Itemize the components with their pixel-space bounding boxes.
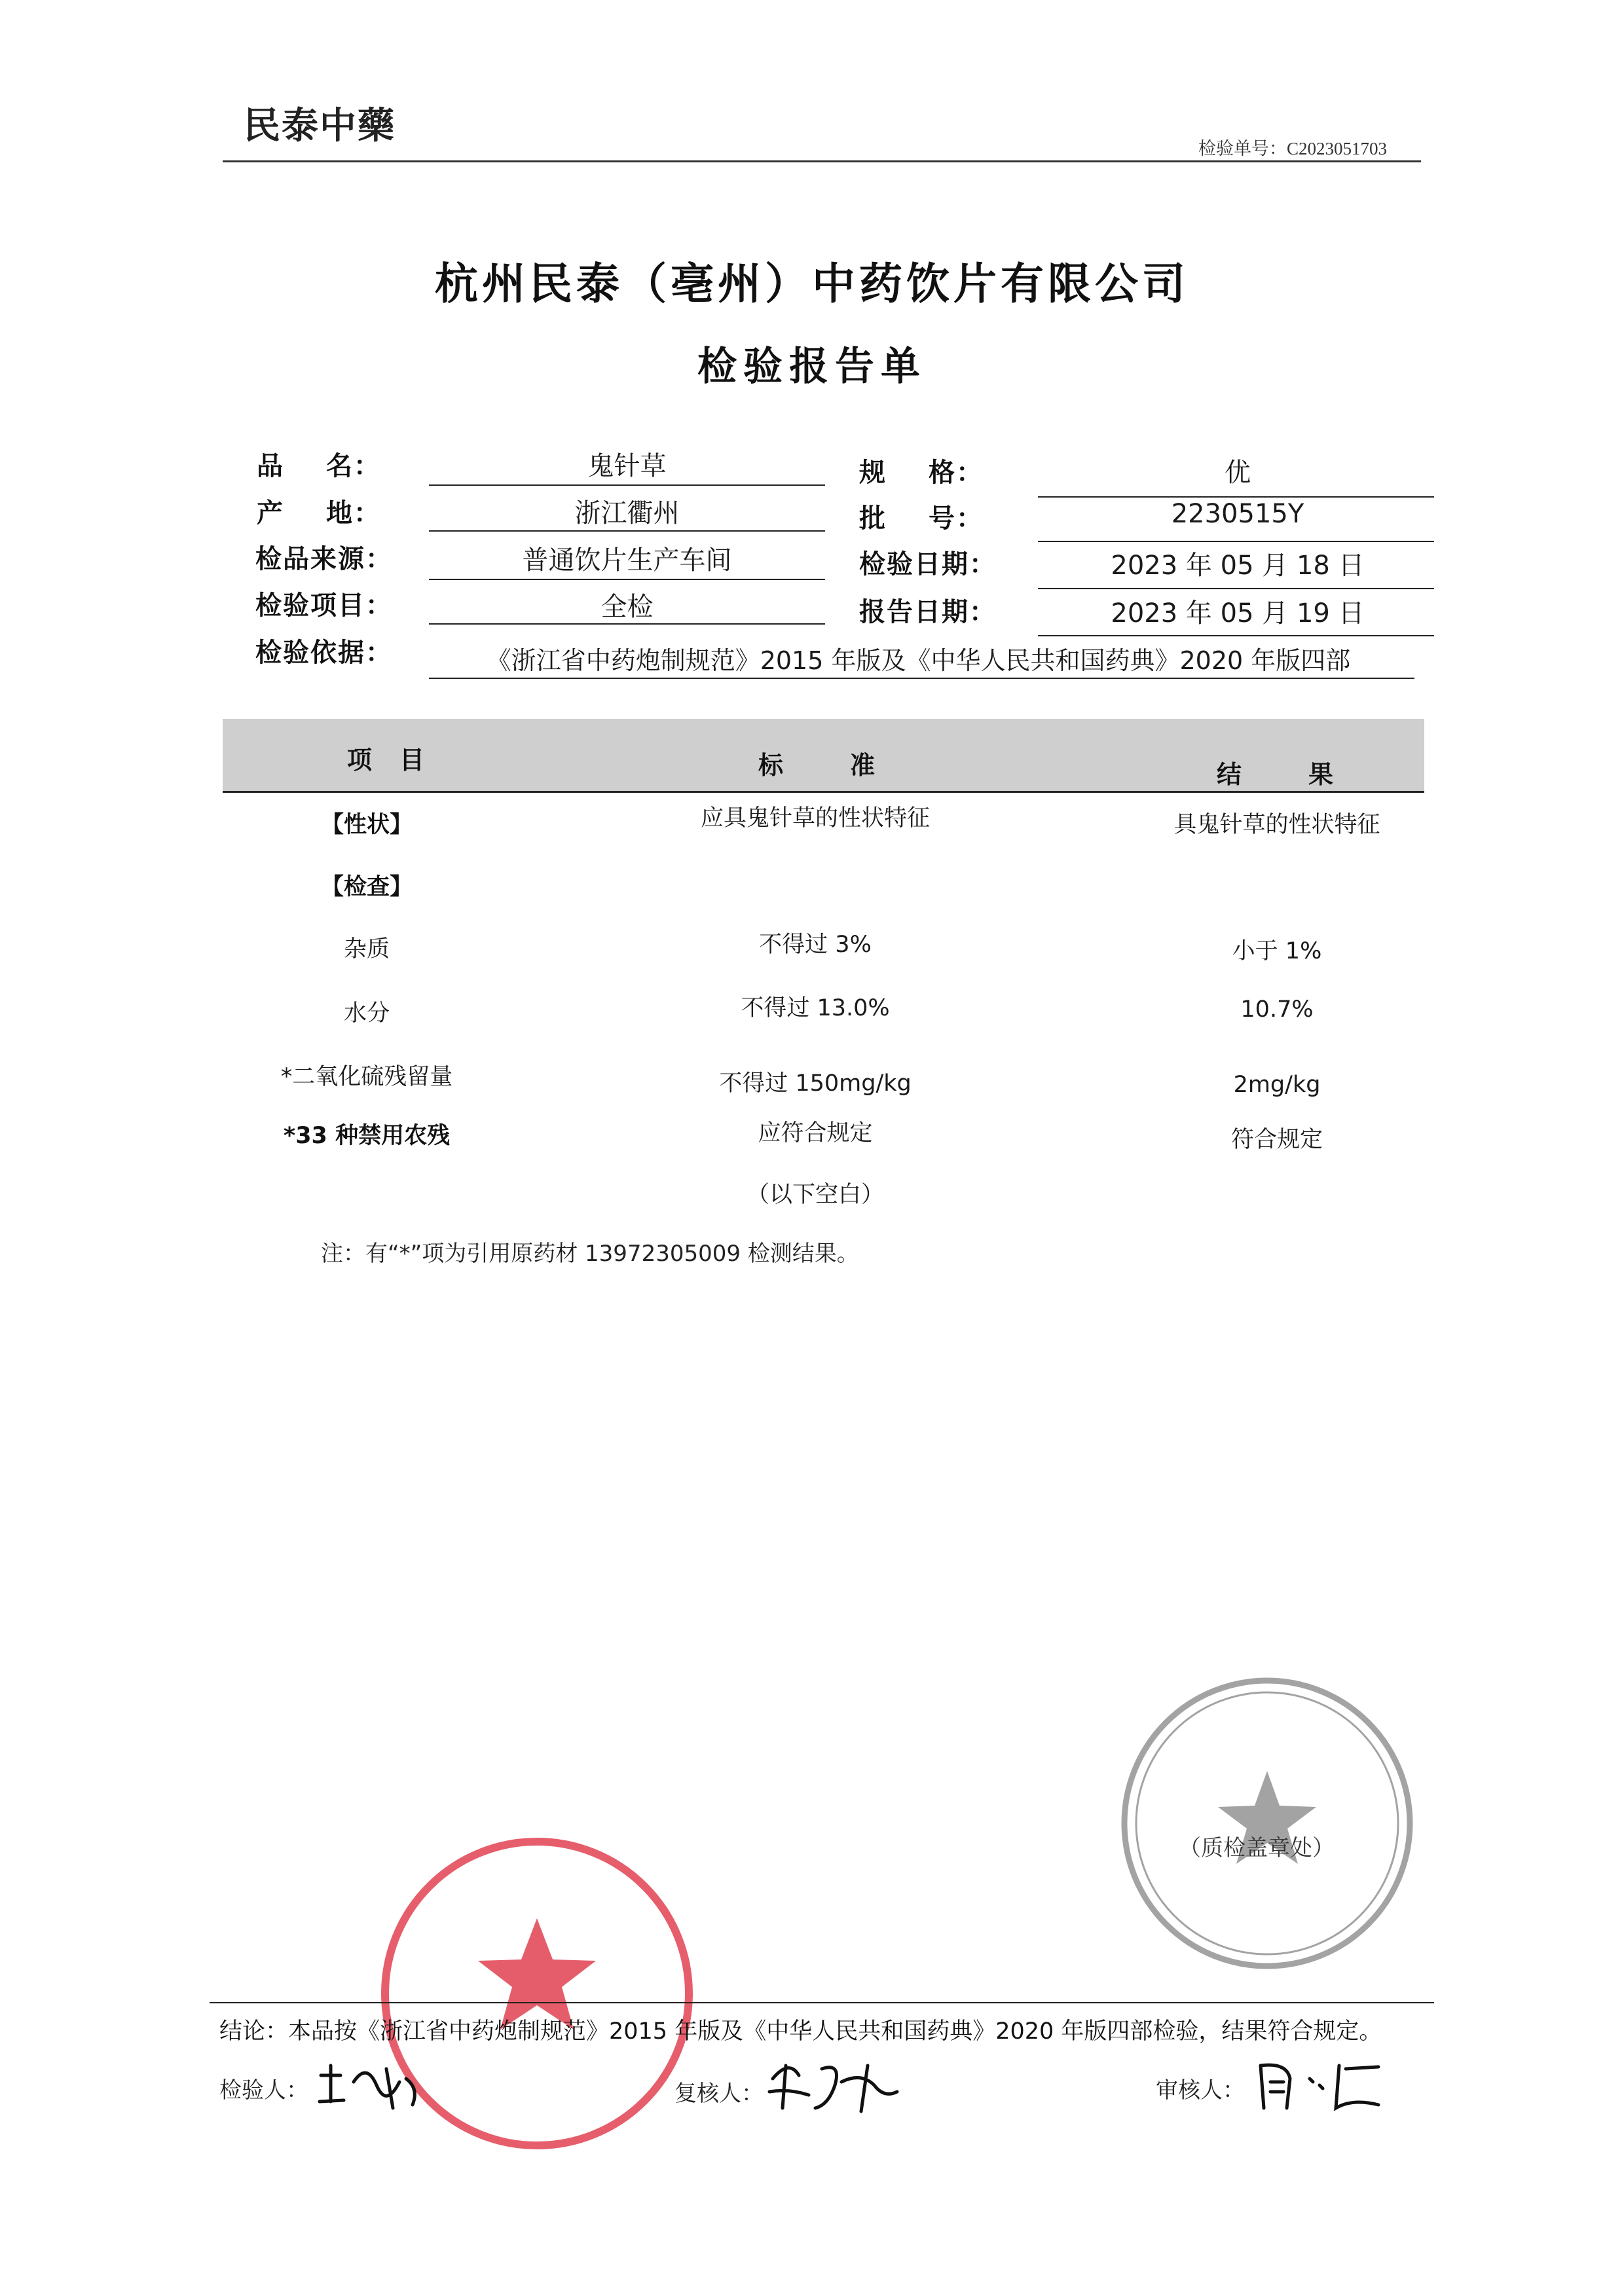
label-origin-b: 地： (326, 498, 381, 528)
document-title: 检验报告单 (697, 344, 927, 390)
value-source: 普通饮片生产车间 (522, 545, 732, 575)
label-spec-a: 规 (859, 457, 887, 488)
label-source: 检品来源： (255, 543, 393, 574)
label-name (257, 445, 381, 483)
footnote: 注：有“*”项为引用原药材 13972305009 检测结果。 (321, 1241, 859, 1267)
qc-stamp-group (1124, 1681, 1410, 1966)
label-item: 检验项目： (255, 590, 393, 621)
inspector-signature (314, 2056, 432, 2115)
reviewer-label: 复核人： (674, 2081, 764, 2107)
th-result-a: 结 (1217, 759, 1244, 789)
underline-origin (429, 530, 825, 532)
approver-signature-stroke (1261, 2065, 1378, 2108)
underline-report-date (1038, 635, 1434, 636)
table-row-0-result: 具鬼针草的性状特征 (1173, 812, 1380, 838)
th-result (1217, 754, 1335, 790)
label-spec-b: 格： (929, 457, 984, 488)
table-header-rule (223, 791, 1424, 793)
qc-stamp (1113, 1669, 1421, 1977)
table-row-0-item: 【性状】 (320, 812, 413, 838)
conclusion: 结论：本品按《浙江省中药炮制规范》2015 年版及《中华人民共和国药典》2020 年版四部检验，结果符合规定。 (219, 2018, 1382, 2045)
th-standard-spread (758, 745, 876, 781)
table-row-4-item: *二氧化硫残留量 (280, 1064, 453, 1090)
company-name: 杭州民泰（亳州）中药饮片有限公司 (435, 258, 1189, 309)
table-row-2-standard: 不得过 3% (759, 932, 872, 958)
underline-basis (429, 678, 1414, 679)
table-row-3-item: 水分 (343, 1000, 390, 1027)
underline-spec (1038, 496, 1434, 498)
table-row-2-item: 杂质 (343, 936, 390, 962)
label-basis: 检验依据： (255, 637, 393, 668)
th-standard (758, 745, 876, 781)
th-item (347, 740, 426, 776)
value-basis: 《浙江省中药炮制规范》2015 年版及《中华人民共和国药典》2020 年版四部 (486, 646, 1351, 675)
th-item-spread (347, 740, 426, 776)
conclusion-divider (210, 2002, 1434, 2003)
table-row-2-result: 小于 1% (1232, 938, 1322, 964)
report-number-label: 检验单号： (1198, 139, 1287, 158)
underline-inspect-date (1038, 588, 1434, 589)
report-number-value: C2023051703 (1287, 139, 1388, 158)
table-row-1-item: 【检查】 (320, 874, 413, 900)
th-item-b: 目 (399, 745, 426, 774)
company-logo: 民泰中藥 (244, 104, 396, 147)
value-inspect-date: 2023 年 05 月 18 日 (1111, 551, 1365, 581)
label-report-date: 报告日期： (859, 596, 997, 627)
value-name: 鬼针草 (587, 451, 667, 481)
table-row-5-item: *33 种禁用农残 (283, 1123, 451, 1149)
label-name-b: 名： (326, 450, 381, 481)
inspector-label: 检验人： (219, 2077, 308, 2104)
table-row-5-result: 符合规定 (1230, 1127, 1323, 1153)
label-inspect-date: 检验日期： (859, 549, 997, 579)
approver-signature (1247, 2052, 1392, 2118)
value-spec: 优 (1225, 458, 1251, 488)
value-item: 全检 (600, 592, 654, 622)
table-row-5-standard: 应符合规定 (758, 1120, 873, 1146)
label-origin-a: 产 (257, 498, 284, 528)
value-batch: 2230515Y (1171, 499, 1304, 529)
table-row-0-standard: 应具鬼针草的性状特征 (700, 805, 931, 831)
value-report-date: 2023 年 05 月 19 日 (1111, 598, 1365, 629)
inspector-signature-stroke (320, 2066, 415, 2108)
qc-stamp-note: （质检盖章处） (1179, 1835, 1335, 1861)
th-standard-a: 标 (758, 750, 785, 780)
label-spec (859, 452, 984, 489)
th-result-b: 果 (1308, 759, 1335, 789)
underline-batch (1038, 541, 1434, 542)
approver-label: 审核人： (1156, 2077, 1245, 2104)
label-batch-b: 号： (929, 503, 984, 534)
th-standard-b: 准 (849, 750, 876, 780)
report-number (1198, 134, 1387, 160)
label-name-a: 品 (257, 450, 284, 481)
table-row-3-standard: 不得过 13.0% (741, 995, 890, 1021)
table-row-4-result: 2mg/kg (1233, 1072, 1321, 1098)
header-divider (223, 160, 1421, 162)
table-row-4-standard: 不得过 150mg/kg (719, 1070, 912, 1097)
reviewer-signature-stroke (769, 2066, 897, 2111)
label-batch-a: 批 (859, 503, 887, 534)
value-origin: 浙江衢州 (574, 498, 680, 528)
label-origin (257, 492, 381, 530)
reviewer-signature (763, 2052, 907, 2118)
underline-item (429, 623, 825, 625)
th-item-a: 项 (347, 745, 374, 774)
th-result-spread (1217, 754, 1335, 790)
table-row-3-result: 10.7% (1240, 996, 1314, 1023)
underline-source (429, 579, 825, 580)
label-batch (859, 498, 984, 535)
underline-name (429, 484, 825, 486)
table-blank-note: （以下空白） (746, 1182, 885, 1208)
